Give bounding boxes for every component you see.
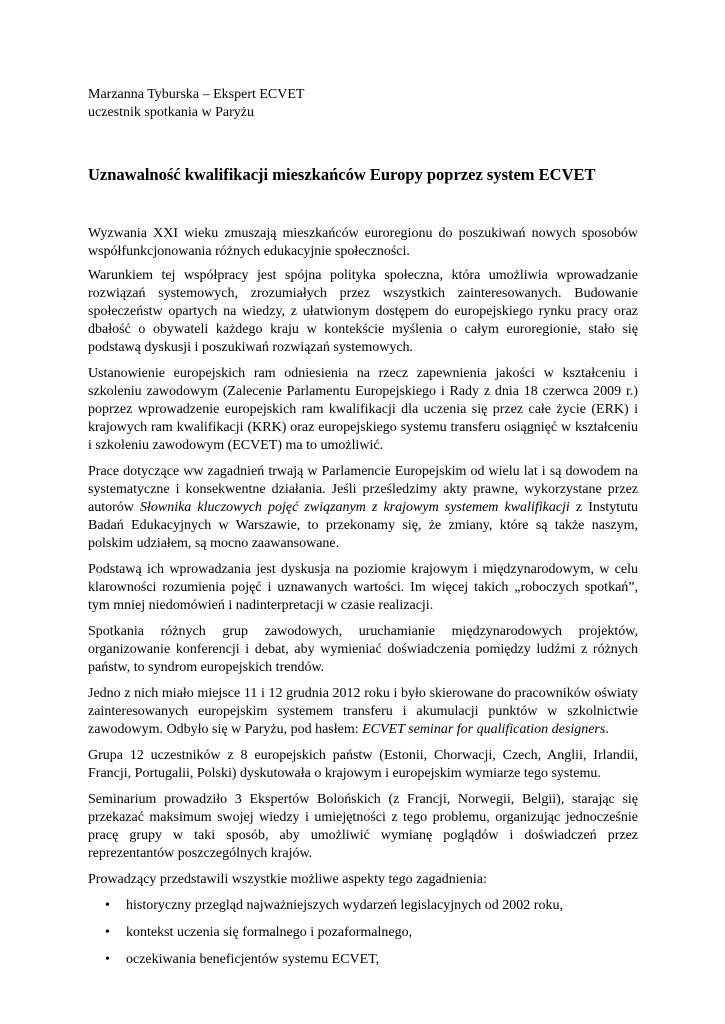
list-item-text: historyczny przegląd najważniejszych wydarzeń legislacyjnych od 2002 roku, (126, 898, 563, 913)
paragraph-4-text-b: z Instytutu Badań Edukacyjnych w Warszawie, to przekonamy się, że zmiany, które są także naszym, polskim udziałem, są mocno zaawansowane. (88, 500, 638, 551)
paragraph-8: Grupa 12 uczestników z 8 europejskich państw (Estonii, Chorwacji, Czech, Anglii, Irlandii, Francji, Portugalii, Polski) dyskutowała o krajowym i europejskim wymiarze tego systemu. (88, 748, 638, 781)
document-title: Uznawalność kwalifikacji mieszkańców Europy poprzez system ECVET (88, 165, 596, 184)
author-block (88, 86, 638, 122)
aspects-list (88, 897, 638, 969)
paragraph-7-text-a: Jedno z nich miało miejsce 11 i 12 grudnia 2012 roku i było skierowane do pracowników oświaty zainteresowanych europejskim systemem transferu i akumulacji punktów w szkolnictwie zawodowym. Odbyło się w Paryżu, pod hasłem: (88, 686, 638, 737)
paragraph-5: Podstawą ich wprowadzania jest dyskusja na poziomie krajowym i międzynarodowym, w celu klarowności rozumienia pojęć i uznawanych wartości. Im więcej takich „roboczych spotkań”, tym mniej niedomówień i nadinterpretacji w czasie realizacji. (88, 562, 638, 613)
paragraph-9: Seminarium prowadziło 3 Ekspertów Bolońskich (z Francji, Norwegii, Belgii), starając się przekazać maksimum swojej wiedzy i umiejętności z tego problemu, organizując jednocześnie pracę grupy w taki sposób, aby umożliwić wymianę poglądów i doświadczeń przez reprezentantów poszczególnych krajów. (88, 792, 638, 861)
paragraph-7 (88, 685, 638, 739)
document-body (88, 225, 638, 969)
list-item (88, 897, 638, 915)
paragraph-7-text-b: . (605, 722, 609, 737)
list-item-text: kontekst uczenia się formalnego i pozaformalnego, (126, 925, 413, 940)
paragraph-3: Ustanowienie europejskich ram odniesienia na rzecz zapewnienia jakości w kształceniu i szkoleniu zawodowym (Zalecenie Parlamentu Europejskiego i Rady z dnia 18 czerwca 2009 r.) poprzez wprowadzenie europejskich ram kwalifikacji dla uczenia się przez całe życie (ERK) i krajowych ram kwalifikacji (KRK) oraz europejskiego systemu transferu osiągnięć w kształceniu i szkoleniu zawodowym (ECVET) ma to umożliwić. (88, 366, 638, 453)
author-role: uczestnik spotkania w Paryżu (88, 105, 255, 120)
bullet-icon: • (105, 952, 110, 967)
paragraph-1: Wyzwania XXI wieku zmuszają mieszkańców euroregionu do poszukiwań nowych sposobów współfunkcjonowania różnych edukacyjnie społeczności. (88, 226, 638, 259)
list-item-text: oczekiwania beneficjentów systemu ECVET, (126, 952, 380, 967)
paragraph-4 (88, 463, 638, 553)
bullet-icon: • (105, 898, 110, 913)
paragraph-10: Prowadzący przedstawili wszystkie możliwe aspekty tego zagadnienia: (88, 872, 487, 887)
document-page (88, 86, 638, 978)
list-item (88, 924, 638, 942)
bullet-icon: • (105, 925, 110, 940)
paragraph-7-italic-seminar: ECVET seminar for qualification designers (362, 722, 606, 737)
paragraph-6: Spotkania różnych grup zawodowych, uruchamianie międzynarodowych projektów, organizowanie konferencji i debat, aby wymieniać doświadczenia pomiędzy ludźmi z różnych państw, to syndrom europejskich trendów. (88, 624, 638, 675)
author-name: Marzanna Tyburska – Ekspert ECVET (88, 87, 305, 102)
paragraph-4-italic-title: Słownika kluczowych pojęć związanym z krajowym systemem kwalifikacji (139, 500, 570, 515)
list-item (88, 951, 638, 969)
paragraph-2: Warunkiem tej współpracy jest spójna polityka społeczna, która umożliwia wprowadzanie rozwiązań systemowych, zrozumiałych przez wszystkich zainteresowanych. Budowanie społeczeństw opartych na wiedzy, z ułatwionym dostępem do europejskiego rynku pracy oraz dbałość o obywateli każdego kraju w kontekście myślenia o całym euroregionie, stało się podstawą dyskusji i poszukiwań rozwiązań systemowych. (88, 268, 638, 355)
paragraph-4-text-a: Prace dotyczące ww zagadnień trwają w Parlamencie Europejskim od wielu lat i są dowodem na systematyczne i konsekwentne działania. Jeśli prześledzimy akty prawne, wykorzystane przez autorów (88, 464, 638, 515)
